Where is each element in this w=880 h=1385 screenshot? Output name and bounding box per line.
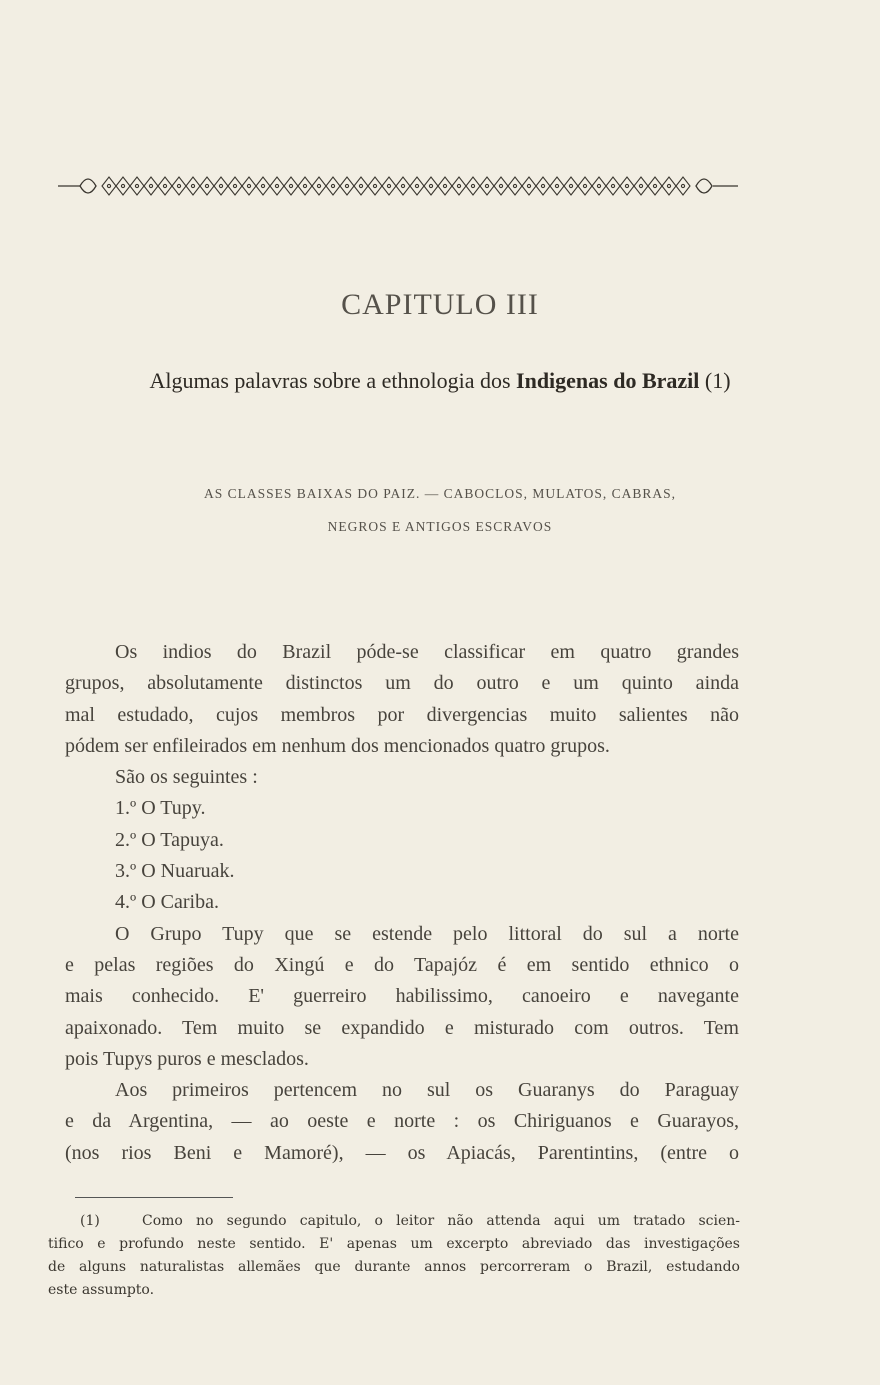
chapter-subtitle — [0, 368, 880, 394]
footnote-separator — [75, 1197, 233, 1198]
group-list-item: 1.º O Tupy. — [115, 797, 206, 820]
decorative-ornament-band — [58, 166, 738, 206]
subtitle-note-ref: (1) — [699, 368, 731, 393]
footnote-line: tifico e profundo neste sentido. E' apenas um excerpto abreviado das investigações — [48, 1236, 740, 1252]
list-intro: São os seguintes : — [115, 766, 258, 789]
footnote — [48, 1210, 740, 1302]
footnote-line-1 — [48, 1210, 740, 1233]
group-list-item: 4.º O Cariba. — [115, 891, 219, 914]
body-line: grupos, absolutamente distinctos um do outro e um quinto ainda — [65, 672, 739, 695]
body-line: pois Tupys puros e mesclados. — [65, 1047, 309, 1070]
body-line: apaixonado. Tem muito se expandido e misturado com outros. Tem — [65, 1016, 739, 1039]
body-line: Aos primeiros pertencem no sul os Guaranys do Paraguay — [115, 1079, 739, 1102]
chapter-title: CAPITULO III — [341, 288, 539, 321]
footnote-number: (1) — [80, 1213, 100, 1229]
subtitle-bold-text: Indigenas do Brazil — [516, 368, 700, 393]
body-line: mais conhecido. E' guerreiro habilissimo, canoeiro e navegante — [65, 985, 739, 1008]
section-heading-line-1: AS CLASSES BAIXAS DO PAIZ. — CABOCLOS, MULATOS, CABRAS, — [203, 486, 677, 501]
group-list-item: 2.º O Tapuya. — [115, 828, 224, 851]
body-line: Os indios do Brazil póde-se classificar em quatro grandes — [115, 641, 739, 663]
body-line: O Grupo Tupy que se estende pelo littoral do sul a norte — [115, 922, 739, 945]
group-list-item: 3.º O Nuaruak. — [115, 860, 235, 883]
body-line: mal estudado, cujos membros por divergencias muito salientes não — [65, 703, 739, 726]
section-heading-line-2: NEGROS E ANTIGOS ESCRAVOS — [327, 519, 553, 534]
body-line: e pelas regiões do Xingú e do Tapajóz é em sentido ethnico o — [65, 953, 739, 976]
body-line: (nos rios Beni e Mamoré), — os Apiacás, Parentintins, (entre o — [65, 1141, 739, 1164]
footnote-text: Como no segundo capitulo, o leitor não attenda aqui um tratado scien- — [142, 1213, 740, 1229]
footnote-line: de alguns naturalistas allemães que durante annos percorreram o Brazil, estudando — [48, 1259, 740, 1275]
body-text — [65, 637, 739, 1169]
body-line: pódem ser enfileirados em nenhum dos mencionados quatro grupos. — [65, 734, 610, 757]
footnote-line: este assumpto. — [48, 1282, 155, 1298]
body-line: e da Argentina, — ao oeste e norte : os Chiriguanos e Guarayos, — [65, 1110, 739, 1133]
subtitle-text: Algumas palavras sobre a ethnologia dos — [149, 368, 517, 393]
